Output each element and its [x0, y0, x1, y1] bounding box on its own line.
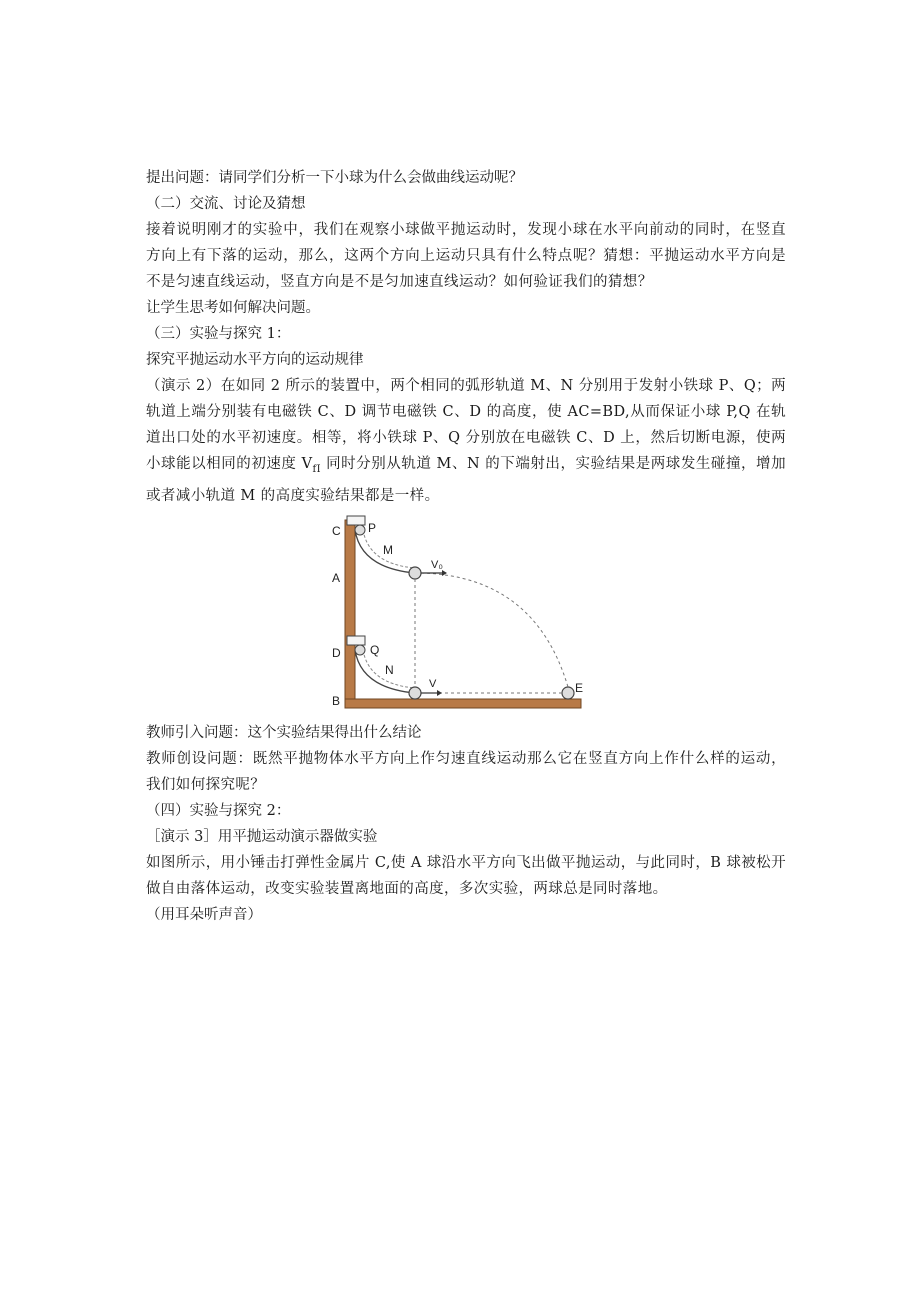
base-board — [345, 699, 581, 708]
paragraph-teacher-question-2: 教师创设问题：既然平抛物体水平方向上作匀速直线运动那么它在竖直方向上作什么样的运动，我们如何探究呢？ — [146, 751, 786, 793]
label-d: D — [332, 646, 341, 660]
heading-experiment-1: （三）实验与探究 1： — [146, 326, 291, 342]
ball-p — [355, 525, 365, 535]
paragraph-explore-horizontal: 探究平抛运动水平方向的运动规律 — [146, 352, 364, 368]
label-m: M — [383, 543, 393, 557]
projectile-trajectory — [421, 573, 568, 687]
label-e: E — [575, 681, 584, 695]
heading-discussion: （二）交流、讨论及猜想 — [146, 196, 306, 212]
text-section-top — [146, 165, 786, 509]
electromagnet-d — [347, 636, 365, 645]
vertical-board — [345, 520, 355, 706]
ball-q — [355, 645, 365, 655]
demo2-text-b: 同时分别从轨道 M、N 的下端射出，实验结果是两球发生碰撞，增加或者减小轨道 M 的高度实验结果都是一样。 — [146, 456, 786, 504]
velocity-arrowhead-v — [437, 690, 442, 696]
ball-e — [562, 687, 574, 699]
electromagnet-c — [347, 516, 365, 525]
label-v0: V₀ — [431, 559, 443, 571]
label-q: Q — [370, 643, 380, 657]
label-a: A — [332, 571, 341, 585]
label-p: P — [368, 521, 377, 535]
heading-demo-3: ［演示 3］用平抛运动演示器做实验 — [146, 829, 378, 845]
text-section-bottom — [146, 720, 786, 928]
label-b: B — [332, 694, 341, 708]
projectile-apparatus-figure — [325, 512, 587, 714]
label-c: C — [332, 524, 341, 538]
label-v: V — [429, 678, 437, 690]
heading-experiment-2: （四）实验与探究 2： — [146, 803, 291, 819]
demo2-subscript: fI — [312, 463, 321, 475]
demo2-text-a: （演示 2）在如同 2 所示的装置中，两个相同的弧形轨道 M、N 分别用于发射小铁球 P、Q；两轨道上端分别装有电磁铁 C、D 调节电磁铁 C、D 的高度，使 AC=BD,从而保证小球 P,Q 在轨道出口处的水平初速度。相等，将小铁球 P、Q 分别放在电磁铁 C、D 上，然后切断电源，使两小球能以相同的初速度 V — [146, 378, 786, 472]
label-n: N — [385, 663, 394, 677]
paragraph-think: 让学生思考如何解决问题。 — [146, 300, 320, 316]
paragraph-teacher-question-1: 教师引入问题：这个实验结果得出什么结论 — [146, 725, 422, 741]
paragraph-listen: （用耳朵听声音） — [146, 907, 262, 923]
ball-m-exit — [409, 567, 421, 579]
paragraph-demo-3: 如图所示，用小锤击打弹性金属片 C,使 A 球沿水平方向飞出做平抛运动，与此同时，B 球被松开做自由落体运动，改变实验装置离地面的高度，多次实验，两球总是同时落地。 — [146, 855, 786, 897]
paragraph-demo-2 — [146, 373, 786, 509]
paragraph-question: 提出问题：请同学们分析一下小球为什么会做曲线运动呢？ — [146, 170, 523, 186]
paragraph-hypothesis: 接着说明刚才的实验中，我们在观察小球做平抛运动时，发现小球在水平向前动的同时，在竖直方向上有下落的运动，那么，这两个方向上运动只具有什么特点呢？猜想：平抛运动水平方向是不是匀速直线运动，竖直方向是不是匀加速直线运动？如何验证我们的猜想？ — [146, 222, 786, 290]
ball-n-exit — [409, 687, 421, 699]
